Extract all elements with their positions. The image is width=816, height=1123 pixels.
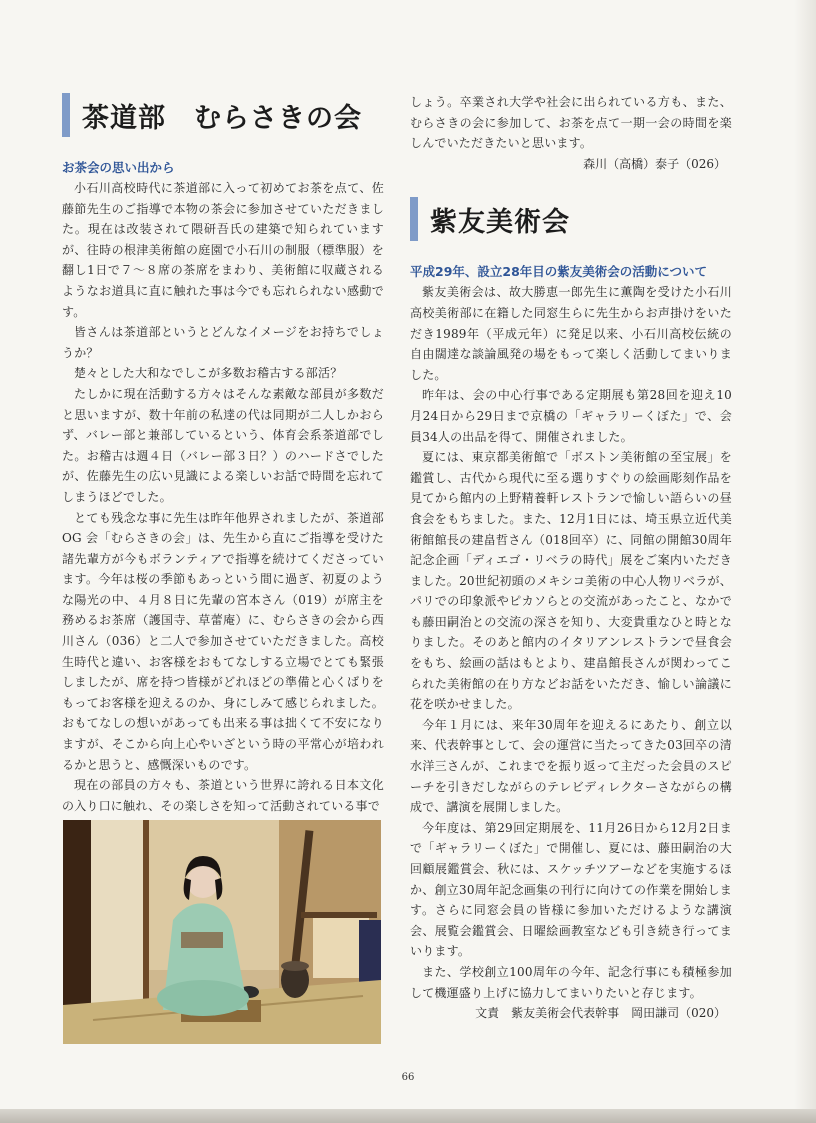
art-club-paragraph: また、学校創立100周年の今年、記念行事にも積極参加して機運盛り上げに協力してまいりたいと存じます。 [410, 964, 732, 1000]
art-club-paragraph: 紫友美術会は、故大勝恵一郎先生に薫陶を受けた小石川高校美術部に在籍した同窓生らに先生からお声掛けをいただき1989年（平成元年）に発足以来、小石川高校伝統の自由闊達な談論風発の場をもって楽しく活動してまいりました。 [410, 285, 732, 382]
art-club-paragraph: 昨年は、会の中心行事である定期展も第28回を迎え10月24日から29日まで京橋の「ギャラリーくぼた」で、会員34人の出品を得て、開催されました。 [410, 388, 732, 444]
art-club-title: 紫友美術会 [430, 206, 570, 238]
art-club-signature: 文責 紫友美術会代表幹事 岡田謙司（020） [475, 1006, 726, 1021]
tea-club-heading [62, 92, 384, 138]
page-number: 66 [401, 1072, 415, 1083]
page-edge-shadow [794, 0, 816, 1123]
left-column [62, 92, 384, 816]
tea-club-paragraph: とても残念な事に先生は昨年他界されましたが、茶道部OG 会「むらさきの会」は、先生から直にご指導を受けた諸先輩方が今もボランティアで指導を続けてくださっています。今年は桜の季節もあっという間に過ぎ、初夏のような陽光の中、４月８日に先輩の宮本さん（019）が席主を務めるお茶席（護国寺、草蕾庵）に、むらさきの会から西川さん（036）と二人で参加させていただきました。高校生時代と違い、お客様をおもてなしする立場でとても緊張しましたが、席を持つ皆様がどれほどの準備と心くばりをもってお客様を迎えるのか、身にしみて感じられました。おもてなしの想いがあっても出来る事は拙くて不安になりますが、そこから向上心やいざという時の平常心が培われるかと思うと、感慨深いものです。 [62, 510, 384, 772]
tea-club-paragraph: 楚々とした大和なでしこが多数お稽古する部活？ [74, 366, 343, 381]
title-accent-bar [62, 93, 70, 137]
tea-club-paragraph: 皆さんは茶道部というとどんなイメージをお持ちでしょうか？ [62, 325, 384, 360]
art-club-paragraph: 今年度は、第29回定期展を、11月26日から12月2日まで「ギャラリーくぼた」で開催し、夏には、藤田嗣治の大回顧展鑑賞会、秋には、スケッチツアーなどを実施するほか、創立30周年記念画集の刊行に向けての作業を開始します。さらに同窓会員の皆様に参加いただけるような講演会、展覧会鑑賞会、日曜絵画教室なども引き続き行ってまいります。 [410, 820, 732, 959]
art-club-paragraph: 夏には、東京都美術館で「ボストン美術館の至宝展」を鑑賞し、古代から現代に至る選りすぐりの絵画彫刻作品を見てから館内の上野精養軒レストランで愉しい語らいの昼食会をもちました。また、12月1日には、埼玉県立近代美術館館長の建畠哲さん（018回卒）に、同館の開館30周年記念企画「ディエゴ・リベラの時代」展をご案内いただきました。20世紀初頭のメキシコ美術の中心人物リベラが、パリでの印象派やピカソらとの交流があったこと、なかでも藤田嗣治との交流の深さを知り、大変貴重なひと時となりました。そのあと館内のイタリアンレストランで昼食会をもち、絵画の話はもとより、建畠館長さんが関わってこられた美術館の在り方などお話をいただき、愉しい論議に花を咲かせました。 [410, 450, 732, 712]
tea-club-title: 茶道部 むらさきの会 [82, 102, 362, 134]
right-column [410, 92, 732, 1024]
art-club-heading [410, 196, 732, 242]
art-club-subhead: 平成29年、設立28年目の紫友美術会の活動について [410, 264, 708, 280]
tea-ceremony-photo [63, 820, 381, 1044]
title-accent-bar [410, 197, 418, 241]
art-club-paragraph: 今年１月には、来年30周年を迎えるにあたり、創立以来、代表幹事として、会の運営に当たってきた03回卒の清水洋三さんが、これまでを振り返って主だった会員のスピーチを引きだしながらのテレビディレクターさながらの構成で、講演を展開しました。 [410, 717, 732, 815]
tea-club-paragraph: 小石川高校時代に茶道部に入って初めてお茶を点て、佐藤節先生のご指導で本物の茶会に参加させていただきました。現在は改装されて隈研吾氏の建築で知られていますが、往時の根津美術館の庭園で小石川の制服（標準服）を翻し1日で７～８席の茶席をまわり、美術館に収蔵されるようなお道具に直に触れた事は今でも忘れられない感動です。 [62, 181, 384, 319]
tea-club-paragraph: 現在の部員の方々も、茶道という世界に誇れる日本文化の入り口に触れ、その楽しさを知って活動されている事で [62, 778, 384, 813]
bottom-edge [0, 1109, 816, 1123]
tea-club-subhead: お茶会の思い出から [62, 160, 175, 175]
tea-club-continuation: しょう。卒業され大学や社会に出られている方も、また、むらさきの会に参加して、お茶を点て一期一会の時間を楽しんでいただきたいと思います。 [410, 95, 732, 151]
tea-club-signature: 森川（高橋）泰子（026） [583, 156, 726, 171]
tea-club-paragraph: たしかに現在活動する方々はそんな素敵な部員が多数だと思いますが、数十年前の私達の代は同期が二人しかおらず、バレー部と兼部しているという、体育会系茶道部でした。お稽古は週４日（バレー部３日？）のハードさでしたが、佐藤先生の広い見識による楽しいお話で時間を忘れてしまうほどでした。 [62, 386, 384, 504]
